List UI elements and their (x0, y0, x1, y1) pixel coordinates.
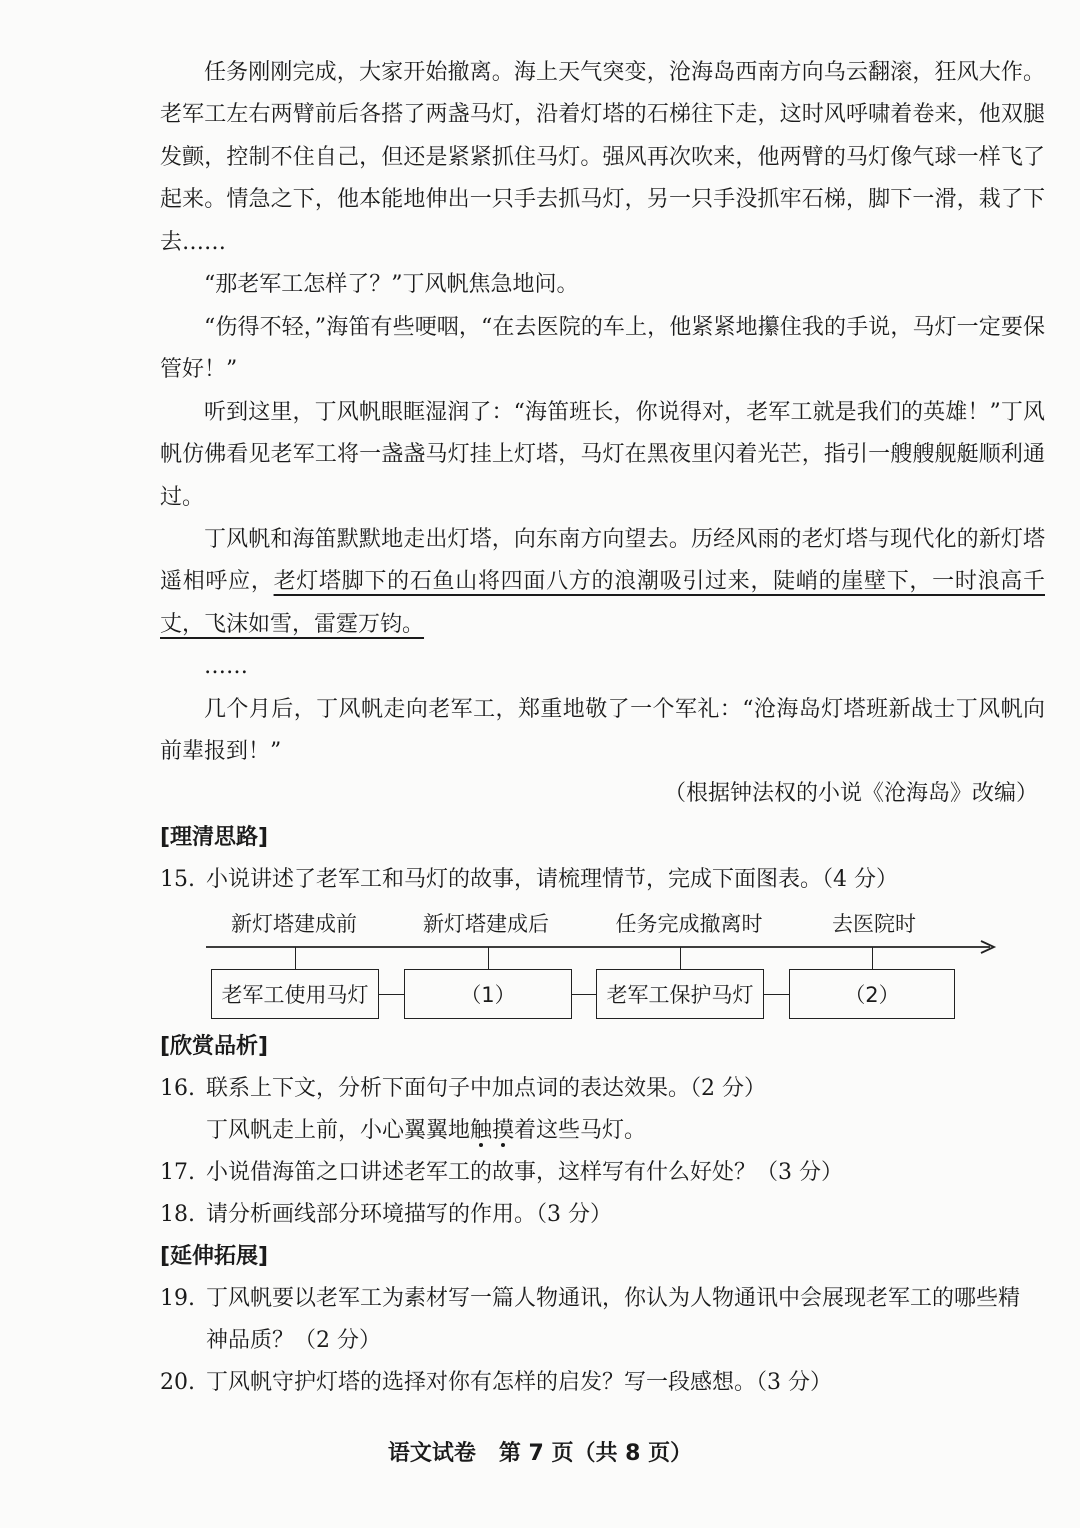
quote-text: 丁风帆走上前，小心翼翼地 (206, 1118, 471, 1143)
section-heading-2: [欣赏品析] (160, 1034, 269, 1059)
page-footer: 语文试卷 第 7 页（共 8 页） (387, 1441, 693, 1466)
stage-label-3: 任务完成撤离时 (615, 912, 763, 936)
question-text: 请分析画线部分环境描写的作用。（3 分） (206, 1202, 612, 1227)
quote-text-end: 着这些马灯。 (514, 1118, 647, 1143)
story-paragraph-2: “那老军工怎样了？”丁风帆焦急地问。 (204, 272, 579, 297)
question-18 (160, 1199, 612, 1231)
section-heading-1: [理清思路] (160, 825, 269, 850)
question-number: 18. (160, 1202, 195, 1227)
story-paragraph-4: 听到这里，丁风帆眼眶湿润了：“海笛班长，你说得对，老军工就是我们的英雄！”丁风帆仿佛看见老军工将一盏盏马灯挂上灯塔，马灯在黑夜里闪着光芒，指引一艘艘舰艇顺利通过。 (160, 400, 1045, 510)
story-paragraph-6: 几个月后，丁风帆走向老军工，郑重地敬了一个军礼：“沧海岛灯塔班新战士丁风帆向前辈报到！” (160, 697, 1045, 765)
tick-3 (680, 947, 681, 969)
question-number: 20. (160, 1370, 195, 1395)
paragraph-5-text: 丁风帆和海笛默默地走出灯塔，向东南方向望去。历经风雨的老灯塔与现代化的新灯塔遥相呼应， (160, 527, 1045, 595)
underlined-environment-description: 老灯塔脚下的石鱼山将四面八方的浪潮吸引过来，陡峭的崖壁下，一时浪高千丈，飞沫如雪，雷霆万钧。 (160, 569, 1045, 637)
question-17 (160, 1157, 843, 1189)
question-number: 16. (160, 1076, 195, 1101)
plot-box-3: 老军工保护马灯 (596, 969, 764, 1019)
connector-3 (764, 994, 789, 995)
connector-1 (379, 994, 404, 995)
question-text: 丁风帆守护灯塔的选择对你有怎样的启发？写一段感想。（3 分） (206, 1370, 832, 1395)
question-16-quote (206, 1115, 646, 1147)
question-16 (160, 1073, 766, 1105)
question-number: 15. (160, 867, 195, 892)
dotted-char-2: 摸 (492, 1118, 515, 1143)
plot-box-2-blank: （1） (404, 969, 572, 1019)
connector-2 (572, 994, 596, 995)
question-19 (160, 1283, 1020, 1315)
story-paragraph-1: 任务刚刚完成，大家开始撤离。海上天气突变，沧海岛西南方向乌云翻滚，狂风大作。老军工左右两臂前后各搭了两盏马灯，沿着灯塔的石梯往下走，这时风呼啸着卷来，他双腿发颤，控制不住自己，但还是紧紧抓住马灯。强风再次吹来，他两臂的马灯像气球一样飞了起来。情急之下，他本能地伸出一只手去抓马灯，另一只手没抓牢石梯，脚下一滑，栽了下去…… (160, 60, 1045, 255)
question-20 (160, 1367, 832, 1399)
source-attribution: （根据钟法权的小说《沧海岛》改编） (663, 781, 1038, 806)
question-15 (160, 864, 898, 896)
plot-box-4-blank: （2） (789, 969, 955, 1019)
story-paragraph-5 (160, 519, 1045, 646)
tick-4 (872, 947, 873, 969)
ellipsis-line: …… (204, 654, 248, 679)
plot-box-1: 老军工使用马灯 (211, 969, 379, 1019)
timeline-arrow (200, 936, 1000, 958)
tick-1 (295, 947, 296, 969)
question-text: 丁风帆要以老军工为素材写一篇人物通讯，你认为人物通讯中会展现老军工的哪些精 (206, 1286, 1021, 1311)
question-number: 17. (160, 1160, 195, 1185)
question-number: 19. (160, 1286, 195, 1311)
question-text: 联系上下文，分析下面句子中加点词的表达效果。（2 分） (206, 1076, 766, 1101)
question-text: 小说借海笛之口讲述老军工的故事，这样写有什么好处？（3 分） (206, 1160, 843, 1185)
stage-label-4: 去医院时 (832, 912, 916, 936)
dotted-char-1: 触 (470, 1118, 493, 1143)
question-19-line-2: 神品质？（2 分） (206, 1328, 381, 1353)
section-heading-3: [延伸拓展] (160, 1244, 269, 1269)
tick-2 (488, 947, 489, 969)
story-paragraph-3: “伤得不轻，”海笛有些哽咽，“在去医院的车上，他紧紧地攥住我的手说，马灯一定要保管好！” (160, 315, 1045, 383)
question-text: 小说讲述了老军工和马灯的故事，请梳理情节，完成下面图表。（4 分） (206, 867, 898, 892)
stage-label-2: 新灯塔建成后 (423, 912, 549, 936)
stage-label-1: 新灯塔建成前 (231, 912, 357, 936)
